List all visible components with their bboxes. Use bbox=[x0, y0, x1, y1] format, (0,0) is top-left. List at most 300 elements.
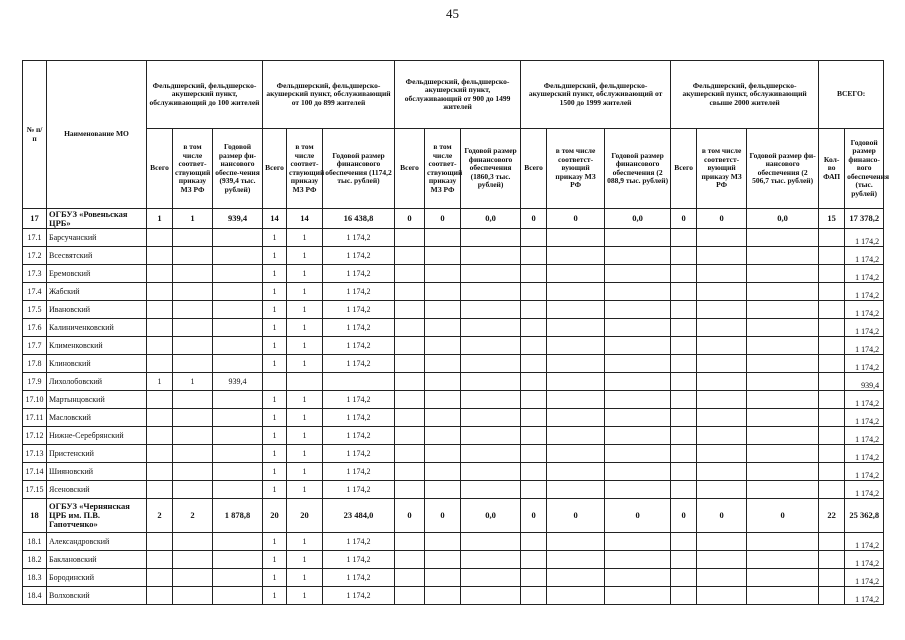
row-cell: 14 bbox=[263, 209, 287, 229]
subheader: Годовой размер финансо-вого обеспечения (тыс. рублей) bbox=[845, 129, 884, 209]
row-cell bbox=[819, 355, 845, 373]
row-cell bbox=[819, 569, 845, 587]
subheader: Годовой размер финансового обеспечения (1860,3 тыс. рублей) bbox=[461, 129, 521, 209]
row-cell bbox=[395, 391, 425, 409]
row-cell bbox=[461, 319, 521, 337]
row-cell: 0,0 bbox=[461, 499, 521, 533]
row-cell bbox=[547, 391, 605, 409]
row-number: 18.2 bbox=[23, 551, 47, 569]
row-cell bbox=[547, 551, 605, 569]
row-number: 17.10 bbox=[23, 391, 47, 409]
row-cell bbox=[425, 301, 461, 319]
row-cell bbox=[395, 427, 425, 445]
row-cell bbox=[461, 247, 521, 265]
row-number: 17.1 bbox=[23, 229, 47, 247]
row-cell bbox=[395, 229, 425, 247]
row-cell bbox=[605, 587, 671, 605]
row-cell bbox=[521, 247, 547, 265]
subheader: Годовой размер финансового обеспечения (1174,2 тыс. рублей) bbox=[323, 129, 395, 209]
row-cell bbox=[425, 463, 461, 481]
row-cell bbox=[395, 301, 425, 319]
row-cell bbox=[521, 373, 547, 391]
row-cell: 1 174,2 bbox=[323, 247, 395, 265]
row-cell: 22 bbox=[819, 499, 845, 533]
row-cell: 1 bbox=[287, 445, 323, 463]
row-cell: 0 bbox=[605, 499, 671, 533]
row-cell: 1 174,2 bbox=[323, 551, 395, 569]
row-cell bbox=[461, 409, 521, 427]
row-cell: 1 bbox=[263, 427, 287, 445]
row-cell: 1 174,2 bbox=[323, 265, 395, 283]
row-cell: 1 174,2 bbox=[323, 229, 395, 247]
row-cell bbox=[461, 587, 521, 605]
row-cell bbox=[521, 463, 547, 481]
row-cell: 1 bbox=[287, 229, 323, 247]
row-cell bbox=[395, 337, 425, 355]
row-cell: 1 bbox=[263, 481, 287, 499]
row-cell bbox=[547, 409, 605, 427]
row-cell bbox=[697, 373, 747, 391]
row-cell: 1 878,8 bbox=[213, 499, 263, 533]
row-cell bbox=[697, 301, 747, 319]
row-cell bbox=[671, 463, 697, 481]
row-cell bbox=[213, 355, 263, 373]
subheader: Всего bbox=[521, 129, 547, 209]
row-cell bbox=[395, 463, 425, 481]
row-cell bbox=[671, 229, 697, 247]
row-cell bbox=[547, 301, 605, 319]
subheader: Годовой размер фи-нансового обеспе-чения (939,4 тыс. рублей) bbox=[213, 129, 263, 209]
row-name: ОГБУЗ «Ровеньская ЦРБ» bbox=[47, 209, 147, 229]
row-cell bbox=[547, 481, 605, 499]
row-cell bbox=[395, 247, 425, 265]
row-cell: 1 bbox=[287, 569, 323, 587]
row-cell: 1 bbox=[287, 319, 323, 337]
row-cell bbox=[819, 463, 845, 481]
row-total-sum: 1 174,2 bbox=[845, 247, 884, 265]
row-cell bbox=[521, 301, 547, 319]
row-cell bbox=[521, 319, 547, 337]
table-row bbox=[23, 409, 884, 427]
row-cell bbox=[425, 265, 461, 283]
row-cell bbox=[747, 427, 819, 445]
row-cell bbox=[605, 301, 671, 319]
row-total-sum: 939,4 bbox=[845, 373, 884, 391]
row-cell: 1 174,2 bbox=[323, 481, 395, 499]
row-cell bbox=[747, 445, 819, 463]
row-name: Мартынцовский bbox=[47, 391, 147, 409]
row-cell bbox=[747, 265, 819, 283]
row-number: 17.9 bbox=[23, 373, 47, 391]
row-cell bbox=[521, 229, 547, 247]
row-cell bbox=[173, 481, 213, 499]
row-cell bbox=[461, 355, 521, 373]
row-cell bbox=[425, 319, 461, 337]
subheader: Кол-во ФАП bbox=[819, 129, 845, 209]
row-cell bbox=[173, 533, 213, 551]
row-cell bbox=[605, 427, 671, 445]
table-row bbox=[23, 533, 884, 551]
row-name: Калиниченковский bbox=[47, 319, 147, 337]
row-cell bbox=[747, 337, 819, 355]
row-number: 17.2 bbox=[23, 247, 47, 265]
row-cell bbox=[547, 427, 605, 445]
row-cell bbox=[173, 551, 213, 569]
row-total-sum: 1 174,2 bbox=[845, 229, 884, 247]
row-cell: 1 bbox=[263, 283, 287, 301]
row-cell: 0,0 bbox=[747, 209, 819, 229]
row-cell bbox=[173, 265, 213, 283]
row-cell bbox=[425, 373, 461, 391]
row-cell bbox=[547, 533, 605, 551]
row-cell bbox=[395, 355, 425, 373]
row-cell bbox=[147, 445, 173, 463]
row-cell: 1 174,2 bbox=[323, 355, 395, 373]
row-cell bbox=[173, 247, 213, 265]
row-cell: 1 bbox=[287, 587, 323, 605]
row-cell: 1 174,2 bbox=[323, 283, 395, 301]
row-cell bbox=[263, 373, 287, 391]
row-cell bbox=[395, 533, 425, 551]
subheader: Всего bbox=[147, 129, 173, 209]
row-cell bbox=[671, 301, 697, 319]
row-cell: 2 bbox=[173, 499, 213, 533]
row-number: 17.7 bbox=[23, 337, 47, 355]
row-total-sum: 1 174,2 bbox=[845, 355, 884, 373]
row-cell bbox=[697, 551, 747, 569]
row-cell: 1 bbox=[263, 319, 287, 337]
row-cell bbox=[671, 409, 697, 427]
row-cell bbox=[747, 587, 819, 605]
row-name: Еремовский bbox=[47, 265, 147, 283]
table-row bbox=[23, 229, 884, 247]
row-cell bbox=[213, 569, 263, 587]
row-cell bbox=[213, 587, 263, 605]
row-cell bbox=[521, 409, 547, 427]
row-cell: 2 bbox=[147, 499, 173, 533]
row-name: Пристенский bbox=[47, 445, 147, 463]
row-name: Ивановский bbox=[47, 301, 147, 319]
row-cell bbox=[395, 587, 425, 605]
row-cell bbox=[395, 445, 425, 463]
row-cell bbox=[605, 247, 671, 265]
fap-financing-table bbox=[22, 60, 889, 605]
row-cell bbox=[697, 481, 747, 499]
table-row bbox=[23, 499, 884, 533]
row-cell bbox=[819, 337, 845, 355]
row-total-sum: 1 174,2 bbox=[845, 445, 884, 463]
row-cell bbox=[147, 229, 173, 247]
table-row bbox=[23, 355, 884, 373]
row-cell bbox=[173, 409, 213, 427]
row-cell bbox=[605, 445, 671, 463]
row-cell bbox=[547, 355, 605, 373]
row-total-sum: 1 174,2 bbox=[845, 427, 884, 445]
row-cell bbox=[819, 265, 845, 283]
row-cell bbox=[671, 373, 697, 391]
row-cell bbox=[747, 247, 819, 265]
row-cell: 1 bbox=[263, 445, 287, 463]
row-number: 17.14 bbox=[23, 463, 47, 481]
row-cell: 1 bbox=[173, 373, 213, 391]
subheader: в том числе соответст-вующий приказу МЗ РФ bbox=[547, 129, 605, 209]
row-cell bbox=[147, 301, 173, 319]
row-cell bbox=[547, 463, 605, 481]
row-cell bbox=[461, 569, 521, 587]
row-cell: 1 bbox=[263, 247, 287, 265]
row-cell bbox=[547, 265, 605, 283]
row-cell bbox=[147, 409, 173, 427]
row-cell bbox=[213, 551, 263, 569]
row-cell: 1 bbox=[263, 337, 287, 355]
row-number: 18 bbox=[23, 499, 47, 533]
row-name: Барсучанский bbox=[47, 229, 147, 247]
row-cell: 1 174,2 bbox=[323, 533, 395, 551]
subheader: в том числе соответ-ствующий приказу МЗ РФ bbox=[173, 129, 213, 209]
row-cell: 1 bbox=[287, 337, 323, 355]
row-cell bbox=[605, 391, 671, 409]
row-cell bbox=[747, 463, 819, 481]
row-cell bbox=[461, 301, 521, 319]
row-cell bbox=[819, 373, 845, 391]
row-cell bbox=[747, 355, 819, 373]
row-cell bbox=[697, 409, 747, 427]
row-total-sum: 1 174,2 bbox=[845, 587, 884, 605]
row-name: Баклановский bbox=[47, 551, 147, 569]
subheader: Годовой размер финансового обеспечения (2 088,9 тыс. рублей) bbox=[605, 129, 671, 209]
row-cell bbox=[697, 463, 747, 481]
row-cell bbox=[521, 481, 547, 499]
row-cell bbox=[697, 247, 747, 265]
table-row bbox=[23, 373, 884, 391]
table-row bbox=[23, 319, 884, 337]
row-cell: 1 174,2 bbox=[323, 337, 395, 355]
page-number: 45 bbox=[446, 6, 459, 21]
row-cell: 1 174,2 bbox=[323, 587, 395, 605]
row-cell bbox=[147, 587, 173, 605]
row-cell bbox=[819, 587, 845, 605]
row-cell: 1 bbox=[287, 551, 323, 569]
row-cell: 1 174,2 bbox=[323, 427, 395, 445]
table-row bbox=[23, 481, 884, 499]
row-cell bbox=[213, 463, 263, 481]
row-cell bbox=[605, 337, 671, 355]
row-cell bbox=[425, 569, 461, 587]
row-cell bbox=[605, 533, 671, 551]
table-row bbox=[23, 209, 884, 229]
row-cell: 1 bbox=[287, 533, 323, 551]
row-cell bbox=[819, 533, 845, 551]
row-cell bbox=[147, 463, 173, 481]
row-cell bbox=[213, 229, 263, 247]
row-cell bbox=[461, 391, 521, 409]
row-cell: 1 bbox=[287, 301, 323, 319]
row-total-sum: 1 174,2 bbox=[845, 569, 884, 587]
row-number: 17.6 bbox=[23, 319, 47, 337]
row-cell: 1 bbox=[173, 209, 213, 229]
header-group-total: ВСЕГО: bbox=[819, 61, 884, 129]
row-number: 17.8 bbox=[23, 355, 47, 373]
table-row bbox=[23, 283, 884, 301]
row-cell bbox=[173, 391, 213, 409]
row-cell: 1 bbox=[287, 409, 323, 427]
row-cell bbox=[173, 587, 213, 605]
row-cell: 1 bbox=[263, 463, 287, 481]
row-cell bbox=[425, 551, 461, 569]
row-cell: 1 bbox=[263, 587, 287, 605]
row-cell bbox=[147, 551, 173, 569]
table-row bbox=[23, 301, 884, 319]
row-cell bbox=[213, 427, 263, 445]
table-row bbox=[23, 587, 884, 605]
row-cell bbox=[425, 445, 461, 463]
row-cell bbox=[521, 587, 547, 605]
row-cell bbox=[521, 391, 547, 409]
table-row bbox=[23, 247, 884, 265]
row-cell bbox=[173, 337, 213, 355]
row-cell bbox=[461, 533, 521, 551]
row-cell: 0 bbox=[395, 499, 425, 533]
table-row bbox=[23, 265, 884, 283]
row-cell: 15 bbox=[819, 209, 845, 229]
row-cell bbox=[547, 283, 605, 301]
row-cell: 1 174,2 bbox=[323, 391, 395, 409]
row-name: Ясеновский bbox=[47, 481, 147, 499]
header-num: № п/п bbox=[23, 61, 47, 209]
table-row bbox=[23, 427, 884, 445]
row-cell bbox=[425, 533, 461, 551]
row-cell bbox=[147, 283, 173, 301]
row-number: 17.15 bbox=[23, 481, 47, 499]
row-number: 18.1 bbox=[23, 533, 47, 551]
row-cell: 23 484,0 bbox=[323, 499, 395, 533]
row-cell bbox=[147, 337, 173, 355]
row-cell: 0 bbox=[671, 209, 697, 229]
row-name: Нижне-Серебрянский bbox=[47, 427, 147, 445]
row-cell bbox=[213, 533, 263, 551]
table-row bbox=[23, 445, 884, 463]
row-cell bbox=[147, 427, 173, 445]
table-row bbox=[23, 391, 884, 409]
row-cell bbox=[395, 373, 425, 391]
row-name: Всесвятский bbox=[47, 247, 147, 265]
row-cell: 0 bbox=[521, 209, 547, 229]
row-cell bbox=[461, 427, 521, 445]
row-total-sum: 1 174,2 bbox=[845, 533, 884, 551]
row-cell bbox=[287, 373, 323, 391]
row-cell bbox=[521, 569, 547, 587]
row-cell bbox=[697, 587, 747, 605]
row-cell bbox=[697, 427, 747, 445]
table-row bbox=[23, 551, 884, 569]
table-row bbox=[23, 337, 884, 355]
row-cell bbox=[173, 319, 213, 337]
row-cell bbox=[461, 481, 521, 499]
row-cell bbox=[819, 247, 845, 265]
row-cell: 16 438,8 bbox=[323, 209, 395, 229]
row-cell: 1 174,2 bbox=[323, 445, 395, 463]
row-cell bbox=[819, 551, 845, 569]
table-row bbox=[23, 569, 884, 587]
row-cell bbox=[605, 463, 671, 481]
row-cell bbox=[213, 391, 263, 409]
row-cell bbox=[671, 337, 697, 355]
row-cell: 20 bbox=[287, 499, 323, 533]
row-cell: 1 174,2 bbox=[323, 569, 395, 587]
row-cell bbox=[697, 229, 747, 247]
row-cell bbox=[547, 337, 605, 355]
row-cell bbox=[671, 391, 697, 409]
row-cell: 1 174,2 bbox=[323, 463, 395, 481]
row-cell bbox=[173, 569, 213, 587]
row-cell bbox=[213, 247, 263, 265]
row-cell bbox=[747, 283, 819, 301]
row-cell bbox=[819, 283, 845, 301]
row-cell bbox=[747, 481, 819, 499]
row-cell: 1 bbox=[263, 265, 287, 283]
row-total-sum: 1 174,2 bbox=[845, 463, 884, 481]
row-total-sum: 25 362,8 bbox=[845, 499, 884, 533]
row-cell: 939,4 bbox=[213, 209, 263, 229]
row-cell: 0 bbox=[425, 209, 461, 229]
row-name: Александровский bbox=[47, 533, 147, 551]
row-cell bbox=[605, 551, 671, 569]
row-cell: 0 bbox=[697, 499, 747, 533]
row-cell: 1 bbox=[263, 355, 287, 373]
row-cell bbox=[213, 337, 263, 355]
row-cell: 1 bbox=[263, 551, 287, 569]
row-cell: 1 bbox=[287, 391, 323, 409]
row-cell bbox=[697, 283, 747, 301]
row-cell bbox=[547, 319, 605, 337]
row-cell bbox=[213, 301, 263, 319]
row-cell: 1 174,2 bbox=[323, 301, 395, 319]
row-cell bbox=[605, 373, 671, 391]
row-cell bbox=[605, 283, 671, 301]
row-name: Клименковский bbox=[47, 337, 147, 355]
row-cell bbox=[461, 283, 521, 301]
row-number: 17.11 bbox=[23, 409, 47, 427]
row-number: 18.3 bbox=[23, 569, 47, 587]
row-cell bbox=[147, 391, 173, 409]
subheader: в том числе соответст-вующий приказу МЗ РФ bbox=[697, 129, 747, 209]
table-row bbox=[23, 463, 884, 481]
row-number: 17.5 bbox=[23, 301, 47, 319]
header-group-3: Фельдшерский, фельдшерско-акушерский пункт, обслуживающий от 900 до 1499 жителей bbox=[395, 61, 521, 129]
row-cell bbox=[173, 229, 213, 247]
row-cell bbox=[521, 265, 547, 283]
row-cell bbox=[173, 427, 213, 445]
row-cell bbox=[173, 463, 213, 481]
row-cell bbox=[605, 229, 671, 247]
row-cell bbox=[425, 247, 461, 265]
row-cell bbox=[671, 427, 697, 445]
row-cell bbox=[425, 409, 461, 427]
row-cell: 1 bbox=[263, 409, 287, 427]
row-cell bbox=[425, 587, 461, 605]
row-cell: 1 bbox=[287, 427, 323, 445]
row-total-sum: 1 174,2 bbox=[845, 319, 884, 337]
row-cell bbox=[521, 337, 547, 355]
row-total-sum: 17 378,2 bbox=[845, 209, 884, 229]
row-cell bbox=[747, 319, 819, 337]
row-cell: 0,0 bbox=[605, 209, 671, 229]
row-cell: 1 bbox=[263, 229, 287, 247]
row-cell bbox=[671, 481, 697, 499]
row-cell bbox=[521, 445, 547, 463]
row-cell bbox=[395, 481, 425, 499]
row-name: Шияновский bbox=[47, 463, 147, 481]
